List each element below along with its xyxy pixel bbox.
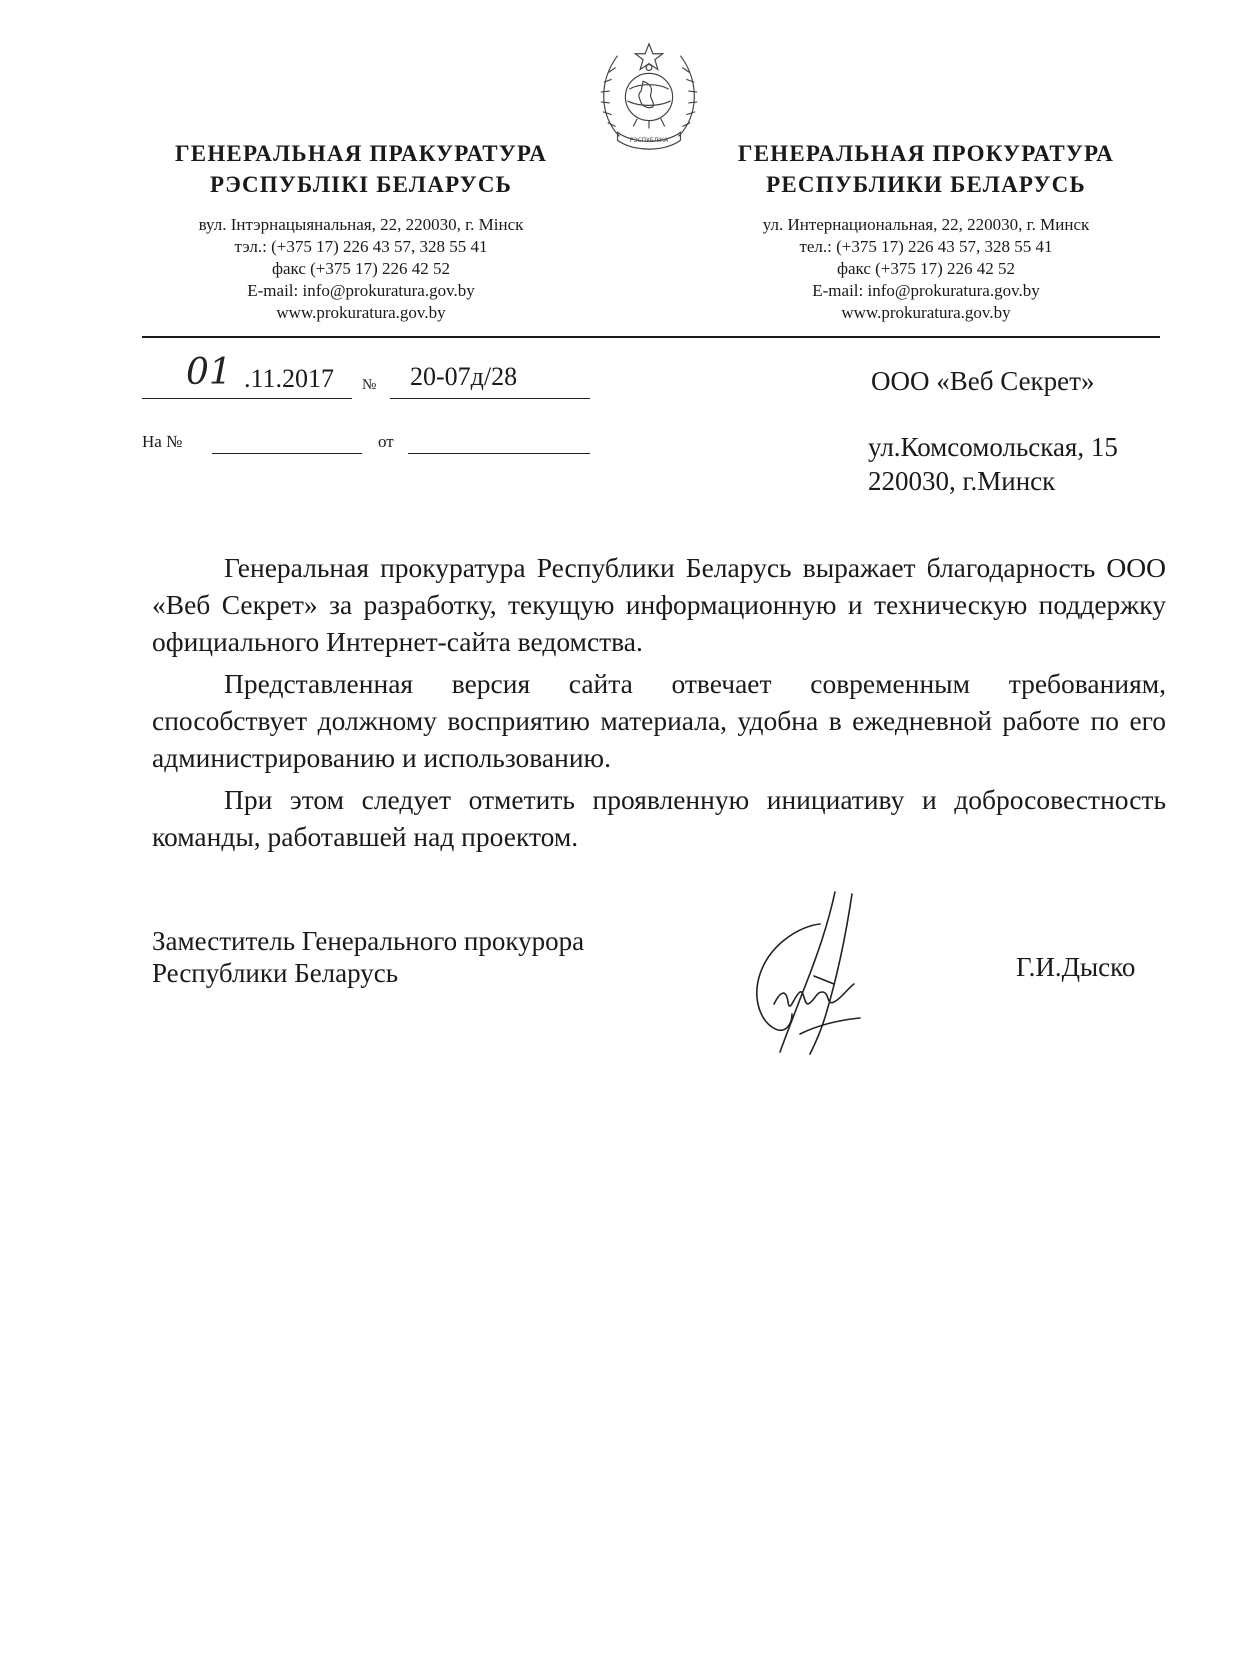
letterhead-divider	[142, 336, 1160, 338]
letter-body	[152, 549, 1166, 860]
number-underline	[390, 398, 590, 399]
letterhead-belarusian	[126, 138, 596, 324]
svg-text:РЭСПУБЛІКА: РЭСПУБЛІКА	[629, 138, 669, 145]
letterhead-russian	[691, 138, 1161, 324]
body-paragraph: Представленная версия сайта отвечает современным требованиям, способствует должному восприятию материала, удобна в ежедневной работе по его администрированию и использованию.	[152, 668, 1166, 773]
recipient-address	[868, 430, 1118, 498]
date-underline	[142, 398, 352, 399]
date-day-handwritten: 01	[186, 352, 232, 393]
reference-number-label: На №	[142, 432, 183, 451]
recipient-name: ООО «Веб Секрет»	[871, 366, 1095, 396]
body-paragraph: Генеральная прокуратура Республики Беларусь выражает благодарность ООО «Веб Секрет» за разработку, текущую информационную и техническую поддержку официального Интернет-сайта ведомства.	[152, 552, 1166, 657]
org-name-line1: ГЕНЕРАЛЬНАЯ ПРОКУРАТУРА	[737, 141, 1115, 166]
date-printed: .11.2017	[244, 364, 335, 393]
org-address: вул. Інтэрнацыянальная, 22, 220030, г. Мінск	[198, 215, 524, 234]
reference-date-blank	[408, 453, 590, 454]
org-website: www.prokuratura.gov.by	[841, 303, 1011, 322]
outgoing-number: 20-07д/28	[410, 362, 518, 391]
org-phone: тел.: (+375 17) 226 43 57, 328 55 41	[799, 237, 1053, 256]
org-fax: факс (+375 17) 226 42 52	[271, 259, 451, 278]
org-email: E-mail: info@prokuratura.gov.by	[812, 281, 1040, 300]
body-paragraph: При этом следует отметить проявленную инициативу и добросовестность команды, работавшей над проектом.	[152, 784, 1166, 852]
org-website: www.prokuratura.gov.by	[276, 303, 446, 322]
org-email: E-mail: info@prokuratura.gov.by	[247, 281, 475, 300]
number-sign: №	[362, 377, 377, 393]
reference-date-label: от	[378, 432, 394, 451]
signer-name: Г.И.Дыско	[1016, 952, 1136, 982]
org-address: ул. Интернациональная, 22, 220030, г. Минск	[762, 215, 1090, 234]
org-phone: тэл.: (+375 17) 226 43 57, 328 55 41	[234, 237, 488, 256]
handwritten-signature	[730, 884, 910, 1064]
org-name-line1: ГЕНЕРАЛЬНАЯ ПРАКУРАТУРА	[174, 141, 548, 166]
recipient-city: 220030, г.Минск	[868, 466, 1056, 496]
reference-number-blank	[212, 453, 362, 454]
org-name-line2: РЕСПУБЛИКИ БЕЛАРУСЬ	[766, 172, 1086, 197]
org-name-line2: РЭСПУБЛІКІ БЕЛАРУСЬ	[209, 172, 513, 197]
signer-title-line2: Республики Беларусь	[152, 958, 399, 988]
signer-title-line1: Заместитель Генерального прокурора	[152, 926, 585, 956]
recipient-street: ул.Комсомольская, 15	[868, 432, 1118, 462]
org-fax: факс (+375 17) 226 42 52	[836, 259, 1016, 278]
signer-title	[152, 925, 584, 989]
